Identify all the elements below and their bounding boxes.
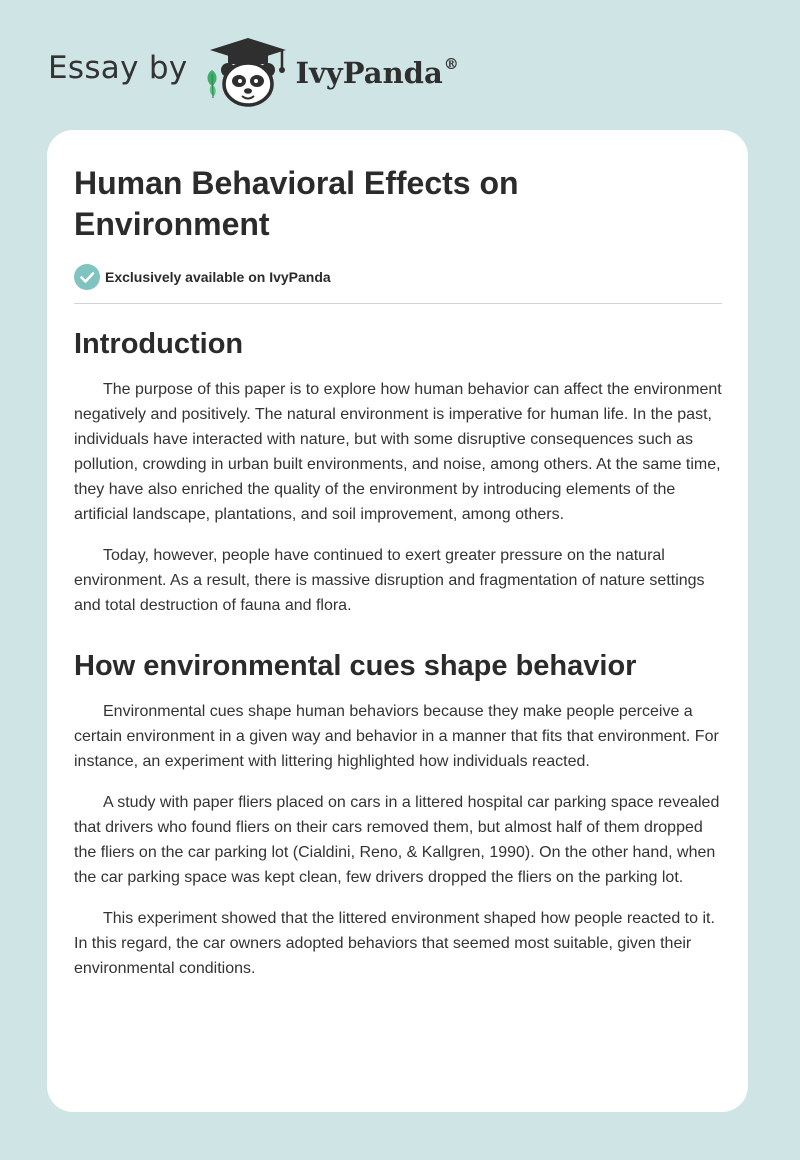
exclusive-badge [74, 264, 331, 290]
checkmark-circle-icon [74, 264, 100, 290]
panda-graduate-logo-icon [202, 34, 294, 110]
page-title: Human Behavioral Effects on Environment [74, 165, 519, 242]
site-header-logo[interactable] [48, 34, 459, 110]
badge-text: Exclusively available on IvyPanda [105, 269, 331, 285]
section-heading-environmental-cues: How environmental cues shape behavior [74, 650, 637, 682]
section-heading-introduction: Introduction [74, 328, 244, 360]
paragraph: This experiment showed that the littered environment shaped how people reacted to it. In this regard, the car owners adopted behaviors that seemed most suitable, given their environmental conditions. [74, 910, 715, 977]
paragraph: Environmental cues shape human behaviors because they make people perceive a certain environment in a given way and behavior in a manner that fits that environment. For instance, an experiment with littering highlighted how individuals reacted. [74, 703, 719, 770]
ivy-leaf-icon [207, 70, 216, 98]
essay-card [47, 130, 748, 1112]
paragraph: Today, however, people have continued to exert greater pressure on the natural environment. As a result, there is massive disruption and fragmentation of nature settings and total destruction of fauna and flora. [74, 547, 705, 614]
paragraph: A study with paper fliers placed on cars in a littered hospital car parking space revealed that drivers who found fliers on their cars removed them, but almost half of them dropped the fliers on the car parking lot (Cialdini, Reno, & Kallgren, 1990). On the other hand, when the car parking space was kept clean, few drivers dropped the fliers on the parking lot. [74, 794, 720, 886]
article-body [74, 326, 724, 981]
paragraph: The purpose of this paper is to explore how human behavior can affect the environment negatively and positively. The natural environment is imperative for human life. In the past, individuals have interacted with nature, but with some disruptive consequences such as pollution, crowding in urban built environments, and noise, among others. At the same time, they have also enriched the quality of the environment by introducing elements of the artificial landscape, plantations, and soil improvement, among others. [74, 381, 722, 523]
brand-name: IvyPanda® [295, 54, 459, 90]
divider [74, 303, 722, 304]
brand-prefix: Essay by [48, 50, 188, 86]
